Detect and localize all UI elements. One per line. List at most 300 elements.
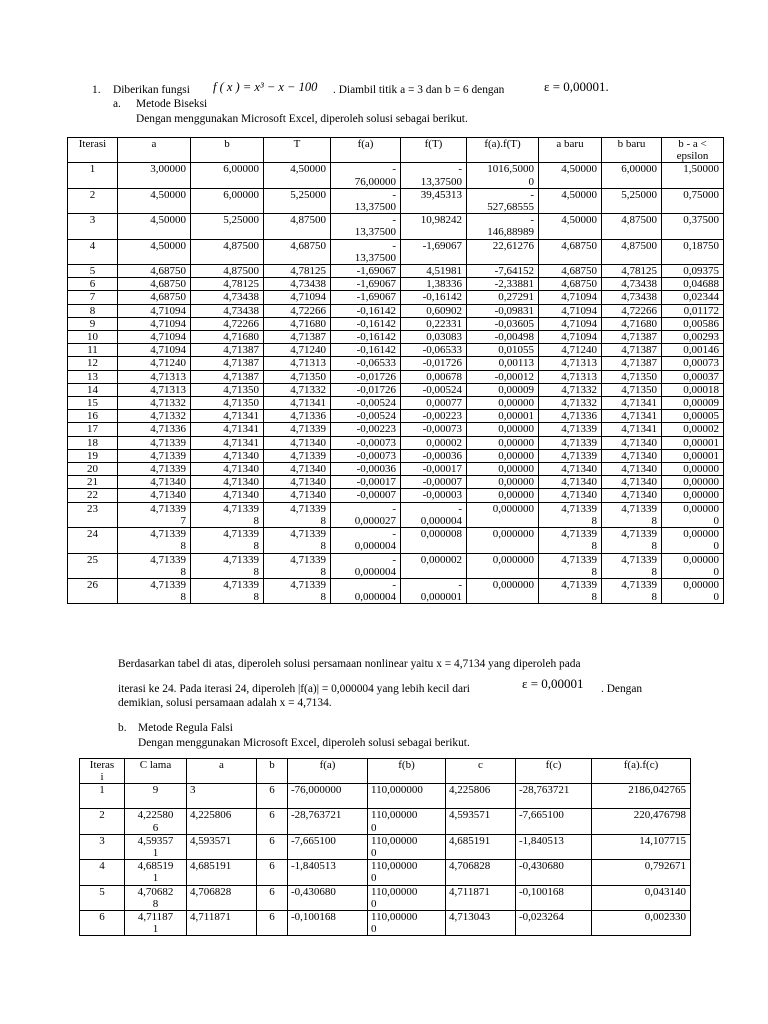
bisection-table-cell: 0,22331	[401, 317, 467, 330]
regula-falsi-header-cell: a	[187, 759, 257, 784]
regula-falsi-header-cell: f(a)	[288, 759, 368, 784]
regula-falsi-table-cell: 3	[80, 834, 125, 859]
bisection-table-cell: 4,78125	[602, 265, 662, 278]
bisection-table-cell: 0,000000	[467, 528, 539, 553]
bisection-table-cell: 4,71339 8	[264, 553, 331, 578]
bisection-table-cell: 4,68750	[118, 291, 191, 304]
section-b-desc: Dengan menggunakan Microsoft Excel, diperoleh solusi sebagai berikut.	[138, 737, 470, 749]
bisection-table-row	[68, 423, 724, 436]
bisection-table-cell: 5,25000	[191, 214, 264, 239]
bisection-table-cell: -0,01726	[331, 370, 401, 383]
bisection-table-cell: -0,00073	[331, 436, 401, 449]
bisection-table-cell: 4,71340	[539, 463, 602, 476]
bisection-table-row	[68, 370, 724, 383]
bisection-table-cell: 4,68750	[539, 265, 602, 278]
bisection-table-cell: -0,00524	[401, 383, 467, 396]
bisection-table-cell: - 13,37500	[331, 214, 401, 239]
regula-falsi-header-cell: b	[257, 759, 288, 784]
bisection-table-cell: 0,00678	[401, 370, 467, 383]
regula-falsi-header-cell: C lama	[125, 759, 187, 784]
bisection-table-cell: 0,01055	[467, 344, 539, 357]
bisection-table-cell: 4,71339	[539, 436, 602, 449]
bisection-table-cell: 4,71094	[264, 291, 331, 304]
regula-falsi-table-cell: -76,000000	[288, 784, 368, 809]
bisection-table-row	[68, 553, 724, 578]
bisection-table-row	[68, 502, 724, 527]
bisection-table-cell: 0,000000	[467, 578, 539, 603]
bisection-table-cell: 4,72266	[602, 304, 662, 317]
bisection-table-cell: 0,000000	[467, 502, 539, 527]
bisection-table-cell: 0,03083	[401, 331, 467, 344]
bisection-table-cell: -0,00003	[401, 489, 467, 502]
bisection-table-cell: - 527,68555	[467, 188, 539, 213]
bisection-table-cell: - 13,37500	[331, 188, 401, 213]
regula-falsi-table-cell: 4,713043	[446, 911, 516, 936]
regula-falsi-table-cell: 4,225806	[187, 809, 257, 834]
bisection-table-cell: 0,00077	[401, 397, 467, 410]
bisection-table-cell: 6,00000	[602, 163, 662, 188]
bisection-table-row	[68, 265, 724, 278]
regula-falsi-table-cell: 4,685191	[187, 860, 257, 885]
regula-falsi-header-cell: f(c)	[516, 759, 592, 784]
problem-number: 1.	[92, 84, 101, 96]
bisection-table-cell: 4,73438	[602, 291, 662, 304]
regula-falsi-table-cell: 4,70682 8	[125, 885, 187, 910]
bisection-table-cell: -0,00524	[331, 397, 401, 410]
regula-falsi-table-cell: 110,00000 0	[368, 860, 446, 885]
regula-falsi-table-cell: 4,59357 1	[125, 834, 187, 859]
regula-falsi-table-cell: 4,685191	[446, 834, 516, 859]
regula-falsi-table-cell: 4,225806	[446, 784, 516, 809]
bisection-table-cell: 0,00000	[467, 397, 539, 410]
regula-falsi-table-cell: 4	[80, 860, 125, 885]
bisection-table-cell: - 0,000001	[401, 578, 467, 603]
bisection-table-cell: -0,16142	[331, 344, 401, 357]
regula-falsi-table-cell: 6	[257, 809, 288, 834]
bisection-table-cell: -0,00036	[331, 463, 401, 476]
regula-falsi-table-cell: -1,840513	[516, 834, 592, 859]
bisection-table-cell: 0,60902	[401, 304, 467, 317]
bisection-table-cell: -0,00036	[401, 449, 467, 462]
problem-mid-text: . Diambil titik a = 3 dan b = 6 dengan	[333, 84, 505, 96]
bisection-table-cell: 4,51981	[401, 265, 467, 278]
bisection-table-cell: 4,73438	[191, 291, 264, 304]
bisection-table-cell: 4,71340	[539, 476, 602, 489]
bisection-table-cell: 4,71332	[539, 383, 602, 396]
bisection-table-cell: -0,00073	[331, 449, 401, 462]
bisection-table-cell: -0,00223	[331, 423, 401, 436]
bisection-table-cell: 4,71240	[539, 344, 602, 357]
regula-falsi-table-cell: 1	[80, 784, 125, 809]
bisection-table-row	[68, 214, 724, 239]
bisection-table-cell: 4,71339 8	[602, 502, 662, 527]
bisection-table-cell: - 13,37500	[401, 163, 467, 188]
bisection-table-cell: 0,09375	[662, 265, 724, 278]
bisection-table-cell: 24	[68, 528, 118, 553]
bisection-table-cell: 4,73438	[264, 278, 331, 291]
bisection-table-cell: 4,71341	[602, 397, 662, 410]
bisection-table-cell: 0,00113	[467, 357, 539, 370]
bisection-table-cell: 4,50000	[539, 163, 602, 188]
bisection-table-cell: 1016,5000 0	[467, 163, 539, 188]
regula-falsi-table-cell: 6	[80, 911, 125, 936]
regula-falsi-header-cell: Iteras i	[80, 759, 125, 784]
regula-falsi-table-cell: 4,711871	[446, 885, 516, 910]
bisection-table-cell: 0,00018	[662, 383, 724, 396]
bisection-table-row	[68, 357, 724, 370]
regula-falsi-table-cell: -28,763721	[288, 809, 368, 834]
bisection-table-cell: 4,71680	[264, 317, 331, 330]
bisection-table-cell: 6	[68, 278, 118, 291]
bisection-table-cell: 18	[68, 436, 118, 449]
bisection-table-cell: 4,71094	[118, 317, 191, 330]
bisection-table-row	[68, 291, 724, 304]
bisection-table-cell: 0,04688	[662, 278, 724, 291]
bisection-table-cell: 0,00000	[467, 423, 539, 436]
bisection-table-cell: 4,71340	[602, 489, 662, 502]
regula-falsi-table-cell: 0,043140	[592, 885, 691, 910]
regula-falsi-table-cell: -7,665100	[516, 809, 592, 834]
bisection-table-cell: 21	[68, 476, 118, 489]
bisection-table-cell: 4,71339 8	[602, 578, 662, 603]
bisection-table-cell: 5	[68, 265, 118, 278]
bisection-table-cell: -0,16142	[331, 317, 401, 330]
bisection-table-cell: 4,71339	[539, 423, 602, 436]
bisection-table-cell: 0,00000	[662, 476, 724, 489]
bisection-table-cell: 0,00000 0	[662, 578, 724, 603]
bisection-table-cell: 3	[68, 214, 118, 239]
bisection-table-cell: 4,87500	[602, 214, 662, 239]
regula-falsi-table-cell: -1,840513	[288, 860, 368, 885]
bisection-table-cell: -0,00017	[401, 463, 467, 476]
regula-falsi-table-cell: 4,593571	[187, 834, 257, 859]
bisection-table-cell: 22	[68, 489, 118, 502]
regula-falsi-table-row	[80, 911, 691, 936]
bisection-table-cell: 4,87500	[191, 239, 264, 264]
bisection-table-cell: 0,00000	[467, 489, 539, 502]
bisection-table-cell: 4,71340	[191, 463, 264, 476]
bisection-table-cell: 4	[68, 239, 118, 264]
bisection-table-cell: 5,25000	[264, 188, 331, 213]
bisection-table-cell: 0,00000	[467, 449, 539, 462]
bisection-table-cell: 4,71340	[264, 463, 331, 476]
bisection-table-cell: -1,69067	[331, 265, 401, 278]
bisection-table-cell: 0,00586	[662, 317, 724, 330]
bisection-header-cell: Iterasi	[68, 138, 118, 163]
regula-falsi-table-row	[80, 885, 691, 910]
bisection-table-cell: 4,87500	[191, 265, 264, 278]
bisection-table-cell: 4,71313	[118, 383, 191, 396]
bisection-table-cell: -1,69067	[331, 278, 401, 291]
regula-falsi-table-cell: 6	[257, 784, 288, 809]
bisection-table-cell: 4,71339	[264, 449, 331, 462]
bisection-table-cell: -0,00073	[401, 423, 467, 436]
bisection-table-cell: 1,38336	[401, 278, 467, 291]
bisection-table-cell: 0,000000	[467, 553, 539, 578]
bisection-table-cell: 3,00000	[118, 163, 191, 188]
regula-falsi-table-cell: 0,002330	[592, 911, 691, 936]
bisection-table-cell: 0,75000	[662, 188, 724, 213]
bisection-table-cell: 4,71680	[191, 331, 264, 344]
regula-falsi-header-row	[80, 759, 691, 784]
bisection-table-row	[68, 304, 724, 317]
regula-falsi-table-cell: 2186,042765	[592, 784, 691, 809]
bisection-table-cell: 4,78125	[191, 278, 264, 291]
bisection-table-cell: 8	[68, 304, 118, 317]
bisection-table-cell: -0,16142	[331, 331, 401, 344]
bisection-table-cell: 4,71341	[191, 410, 264, 423]
bisection-table-row	[68, 449, 724, 462]
bisection-table-cell: 4,71340	[602, 463, 662, 476]
bisection-header-cell: b - a < epsilon	[662, 138, 724, 163]
bisection-table-cell: 4,71387	[191, 370, 264, 383]
bisection-table-cell: 4,68750	[539, 278, 602, 291]
bisection-table-cell: -0,16142	[401, 291, 467, 304]
bisection-table-cell: -0,00498	[467, 331, 539, 344]
bisection-header-cell: f(T)	[401, 138, 467, 163]
bisection-table-row	[68, 463, 724, 476]
bisection-table-row	[68, 578, 724, 603]
bisection-table-cell: 4,71339	[118, 436, 191, 449]
bisection-table-cell: 4,71313	[539, 370, 602, 383]
bisection-table-cell: 4,87500	[264, 214, 331, 239]
conclusion-line-2-end: . Dengan	[601, 683, 643, 695]
regula-falsi-table-cell: -0,430680	[288, 885, 368, 910]
bisection-table-cell: 2	[68, 188, 118, 213]
bisection-table-cell: 4,71387	[264, 331, 331, 344]
bisection-table-cell: 4,71387	[602, 331, 662, 344]
regula-falsi-table-cell: -7,665100	[288, 834, 368, 859]
bisection-table-cell: 0,00002	[662, 423, 724, 436]
regula-falsi-table-cell: 110,000000	[368, 784, 446, 809]
bisection-table-cell: 4,71094	[118, 344, 191, 357]
regula-falsi-table-cell: 4,706828	[187, 885, 257, 910]
bisection-table-cell: 4,71341	[191, 436, 264, 449]
regula-falsi-table-cell: 4,68519 1	[125, 860, 187, 885]
bisection-table-cell: 4,68750	[264, 239, 331, 264]
bisection-table-cell: 4,71340	[539, 489, 602, 502]
regula-falsi-table-cell: 4,71187 1	[125, 911, 187, 936]
regula-falsi-table-cell: 4,22580 6	[125, 809, 187, 834]
bisection-table-cell: -1,69067	[401, 239, 467, 264]
bisection-table-cell: 4,71313	[118, 370, 191, 383]
bisection-table-cell: 0,000002	[401, 553, 467, 578]
bisection-table-row	[68, 163, 724, 188]
bisection-table-cell: 4,50000	[264, 163, 331, 188]
bisection-table-cell: 4,50000	[539, 214, 602, 239]
bisection-table-cell: - 0,000004	[331, 528, 401, 553]
bisection-table-cell: -0,00017	[331, 476, 401, 489]
regula-falsi-table-cell: 2	[80, 809, 125, 834]
bisection-table-cell: 4,50000	[539, 188, 602, 213]
bisection-header-row	[68, 138, 724, 163]
problem-intro: Diberikan fungsi	[113, 84, 190, 96]
bisection-table-cell: 0,00009	[662, 397, 724, 410]
bisection-table-cell: 4,71339 8	[264, 578, 331, 603]
bisection-table-cell: 0,00005	[662, 410, 724, 423]
bisection-table-cell: - 0,000004	[331, 578, 401, 603]
bisection-table-cell: 23	[68, 502, 118, 527]
regula-falsi-table-cell: 3	[187, 784, 257, 809]
function-equation: f ( x ) = x³ − x − 100	[213, 80, 318, 94]
bisection-table-cell: 4,71350	[602, 383, 662, 396]
bisection-table-cell: 4,71340	[602, 476, 662, 489]
bisection-table-row	[68, 436, 724, 449]
regula-falsi-header-cell: f(b)	[368, 759, 446, 784]
bisection-table-cell: 4,71332	[118, 397, 191, 410]
bisection-table-cell: 0,00000	[662, 463, 724, 476]
bisection-table-cell: 4,71339 8	[602, 528, 662, 553]
bisection-table-row	[68, 278, 724, 291]
bisection-table-cell: 4,50000	[118, 239, 191, 264]
bisection-table-cell: 4,71339 8	[118, 528, 191, 553]
bisection-table-cell: 0,000008	[401, 528, 467, 553]
bisection-table-cell: 0,00000 0	[662, 502, 724, 527]
bisection-table-cell: 4,71240	[264, 344, 331, 357]
regula-falsi-table-cell: 4,711871	[187, 911, 257, 936]
epsilon-value: ε = 0,00001.	[544, 79, 609, 94]
bisection-table-cell: 4,71339 8	[539, 578, 602, 603]
bisection-table-cell: -0,00524	[331, 410, 401, 423]
bisection-table-cell: 0,37500	[662, 214, 724, 239]
bisection-table-cell: 4,71350	[191, 383, 264, 396]
bisection-table-cell: 0,00000	[467, 463, 539, 476]
bisection-table-cell: 4,71350	[602, 370, 662, 383]
bisection-table-cell: 4,71680	[602, 317, 662, 330]
bisection-table-cell: 4,73438	[191, 304, 264, 317]
bisection-table-cell: 13	[68, 370, 118, 383]
bisection-table-cell: 4,71339	[118, 449, 191, 462]
bisection-table-cell: 0,00002	[401, 436, 467, 449]
regula-falsi-table-row	[80, 784, 691, 809]
bisection-table-cell: 4,71339 8	[118, 578, 191, 603]
bisection-table-cell: -7,64152	[467, 265, 539, 278]
bisection-table-cell: 0,00293	[662, 331, 724, 344]
bisection-table-cell: 4,71313	[264, 357, 331, 370]
conclusion-line-2: iterasi ke 24. Pada iterasi 24, diperoleh |f(a)| = 0,000004 yang lebih kecil dari	[118, 683, 470, 695]
bisection-table-cell: 4,72266	[264, 304, 331, 317]
bisection-table-cell: 4,68750	[118, 278, 191, 291]
section-b-label: b.	[118, 722, 127, 734]
bisection-table-cell: 9	[68, 317, 118, 330]
section-a-title: Metode Biseksi	[136, 98, 208, 110]
section-b-title: Metode Regula Falsi	[138, 722, 233, 734]
bisection-table-cell: 4,71339 8	[539, 502, 602, 527]
regula-falsi-table-row	[80, 860, 691, 885]
bisection-table-cell: - 13,37500	[331, 239, 401, 264]
conclusion-epsilon: ε = 0,00001	[522, 676, 584, 691]
regula-falsi-table-cell: 110,00000 0	[368, 809, 446, 834]
bisection-table-cell: 4,71339	[539, 449, 602, 462]
bisection-table-cell: 4,71340	[191, 476, 264, 489]
bisection-table-cell: 4,71341	[602, 423, 662, 436]
section-a-label: a.	[113, 98, 121, 110]
bisection-table-cell: 4,71387	[602, 344, 662, 357]
bisection-table-cell: 4,71094	[539, 291, 602, 304]
bisection-table-cell: 20	[68, 463, 118, 476]
bisection-table-cell: 4,71340	[602, 436, 662, 449]
bisection-table-cell: -0,00223	[401, 410, 467, 423]
bisection-table-cell: 0,00000 0	[662, 553, 724, 578]
bisection-table-cell: 4,71350	[191, 397, 264, 410]
bisection-table-cell: -0,09831	[467, 304, 539, 317]
regula-falsi-table-cell: -0,100168	[516, 885, 592, 910]
regula-falsi-table-cell: -0,100168	[288, 911, 368, 936]
bisection-table-row	[68, 344, 724, 357]
bisection-table-row	[68, 528, 724, 553]
bisection-header-cell: f(a)	[331, 138, 401, 163]
bisection-table-cell: 26	[68, 578, 118, 603]
regula-falsi-table-cell: 0,792671	[592, 860, 691, 885]
bisection-table-cell: 10	[68, 331, 118, 344]
bisection-table-row	[68, 239, 724, 264]
bisection-table-cell: 4,50000	[118, 188, 191, 213]
bisection-table-cell: 0,00009	[467, 383, 539, 396]
bisection-table-cell: 0,27291	[467, 291, 539, 304]
bisection-table-cell: 0,00037	[662, 370, 724, 383]
bisection-table-cell: - 146,88989	[467, 214, 539, 239]
bisection-table-cell: 10,98242	[401, 214, 467, 239]
bisection-table-cell: 0,00001	[662, 436, 724, 449]
bisection-table-cell: 4,71339 8	[264, 502, 331, 527]
regula-falsi-table-cell: -28,763721	[516, 784, 592, 809]
bisection-table-cell: 4,71387	[191, 357, 264, 370]
bisection-table-row	[68, 397, 724, 410]
bisection-table-cell: 0,00001	[662, 449, 724, 462]
bisection-table-cell: 4,71332	[539, 397, 602, 410]
bisection-table-cell: 1	[68, 163, 118, 188]
bisection-table-cell: 0,00073	[662, 357, 724, 370]
bisection-table-cell: 4,71313	[539, 357, 602, 370]
regula-falsi-table-cell: 110,00000 0	[368, 834, 446, 859]
bisection-table-cell: 16	[68, 410, 118, 423]
bisection-table-cell: - 0,000004	[331, 553, 401, 578]
bisection-header-cell: a baru	[539, 138, 602, 163]
bisection-table-cell: 4,71339	[264, 423, 331, 436]
bisection-table-cell: 4,71094	[539, 304, 602, 317]
regula-falsi-table-row	[80, 809, 691, 834]
bisection-table-cell: 12	[68, 357, 118, 370]
bisection-table-cell: 4,72266	[191, 317, 264, 330]
bisection-table-cell: 22,61276	[467, 239, 539, 264]
bisection-table-cell: 11	[68, 344, 118, 357]
bisection-table-cell: 0,02344	[662, 291, 724, 304]
bisection-table-cell: 4,71340	[264, 489, 331, 502]
bisection-table-cell: 1,50000	[662, 163, 724, 188]
bisection-table-cell: 4,71339 8	[191, 502, 264, 527]
bisection-table-cell: 0,00000 0	[662, 528, 724, 553]
bisection-table-cell: 17	[68, 423, 118, 436]
bisection-table-cell: 4,78125	[264, 265, 331, 278]
regula-falsi-table-cell: 9	[125, 784, 187, 809]
conclusion-line-1: Berdasarkan tabel di atas, diperoleh solusi persamaan nonlinear yaitu x = 4,7134 yang diperoleh pada	[118, 658, 581, 670]
bisection-table-cell: 6,00000	[191, 163, 264, 188]
bisection-table-cell: 4,71339 8	[191, 578, 264, 603]
regula-falsi-table-cell: 220,476798	[592, 809, 691, 834]
bisection-table-cell: -0,01726	[331, 383, 401, 396]
bisection-table-cell: 5,25000	[602, 188, 662, 213]
bisection-table-row	[68, 383, 724, 396]
bisection-table-cell: -0,00007	[401, 476, 467, 489]
bisection-header-cell: b baru	[602, 138, 662, 163]
bisection-table-cell: 25	[68, 553, 118, 578]
bisection-table-cell: - 0,000004	[401, 502, 467, 527]
bisection-table-row	[68, 476, 724, 489]
bisection-table-cell: -1,69067	[331, 291, 401, 304]
bisection-table-cell: 4,71340	[602, 449, 662, 462]
bisection-table-cell: 14	[68, 383, 118, 396]
regula-falsi-header-cell: f(a).f(c)	[592, 759, 691, 784]
